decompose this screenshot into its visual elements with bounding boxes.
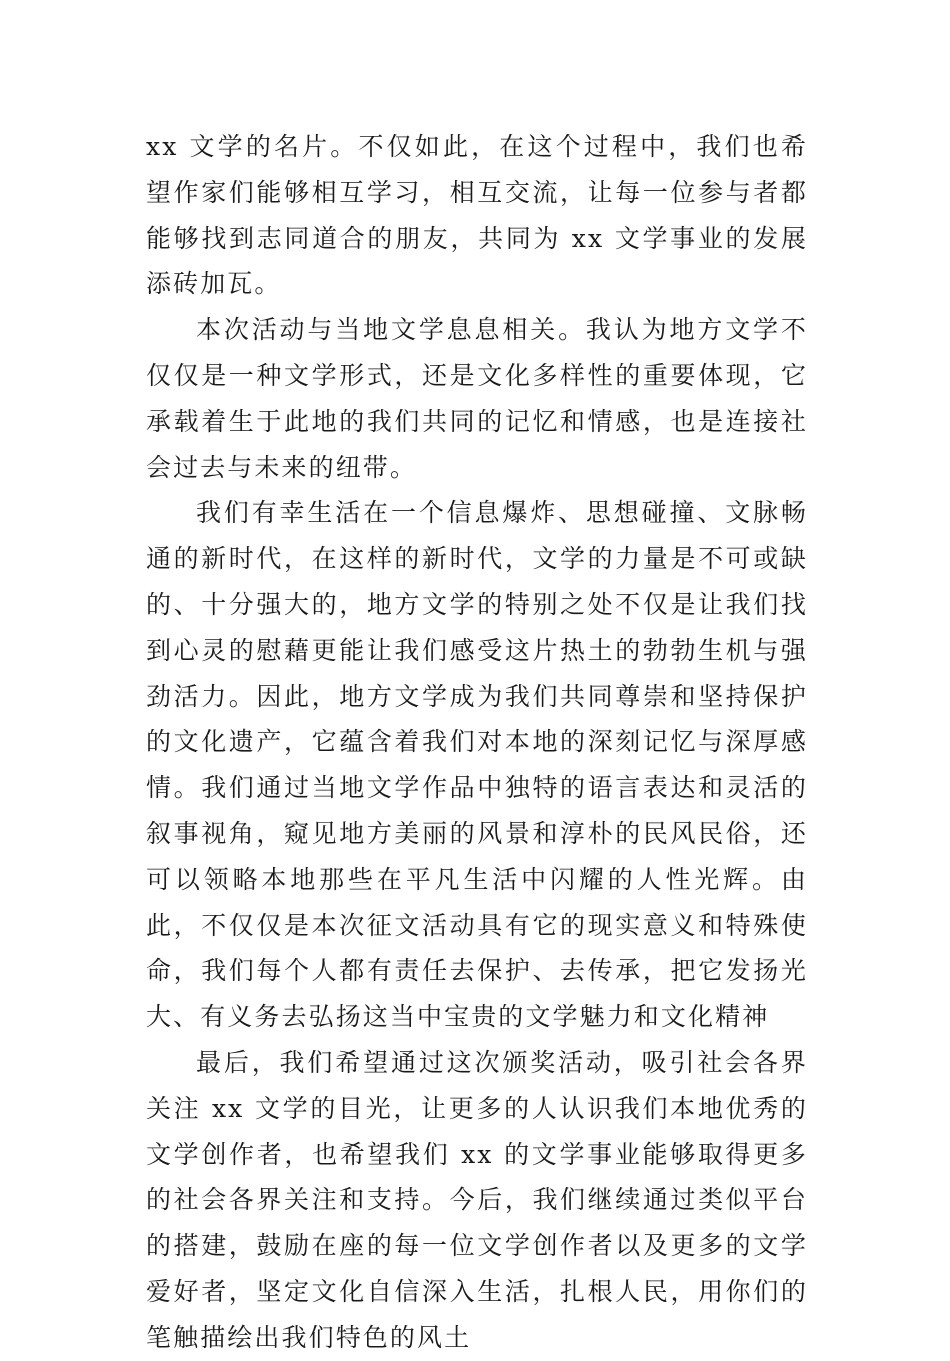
paragraph-2: 本次活动与当地文学息息相关。我认为地方文学不仅仅是一种文学形式，还是文化多样性的重要体现，它承载着生于此地的我们共同的记忆和情感，也是连接社会过去与未来的纽带。 bbox=[146, 315, 808, 482]
paragraph-4: 最后，我们希望通过这次颁奖活动，吸引社会各界关注 xx 文学的目光，让更多的人认识我们本地优秀的文学创作者，也希望我们 xx 的文学事业能够取得更多的社会各界关注和支持。今后，我们继续通过类似平台的搭建，鼓励在座的每一位文学创作者以及更多的文学爱好者，坚定文化自信深入生活，扎根人民，用你们的笔触描绘出我们特色的风土 bbox=[146, 1047, 808, 1352]
paragraph-1: xx 文学的名片。不仅如此，在这个过程中，我们也希望作家们能够相互学习，相互交流，让每一位参与者都能够找到志同道合的朋友，共同为 xx 文学事业的发展添砖加瓦。 bbox=[146, 132, 808, 299]
document-body bbox=[146, 124, 808, 1361]
paragraph-3: 我们有幸生活在一个信息爆炸、思想碰撞、文脉畅通的新时代，在这样的新时代，文学的力量是不可或缺的、十分强大的，地方文学的特别之处不仅是让我们找到心灵的慰藉更能让我们感受这片热土的勃勃生机与强劲活力。因此，地方文学成为我们共同尊崇和坚持保护的文化遗产，它蕴含着我们对本地的深刻记忆与深厚感情。我们通过当地文学作品中独特的语言表达和灵活的叙事视角，窥见地方美丽的风景和淳朴的民风民俗，还可以领略本地那些在平凡生活中闪耀的人性光辉。由此，不仅仅是本次征文活动具有它的现实意义和特殊使命，我们每个人都有责任去保护、去传承，把它发扬光大、有义务去弘扬这当中宝贵的文学魅力和文化精神 bbox=[146, 498, 808, 1032]
